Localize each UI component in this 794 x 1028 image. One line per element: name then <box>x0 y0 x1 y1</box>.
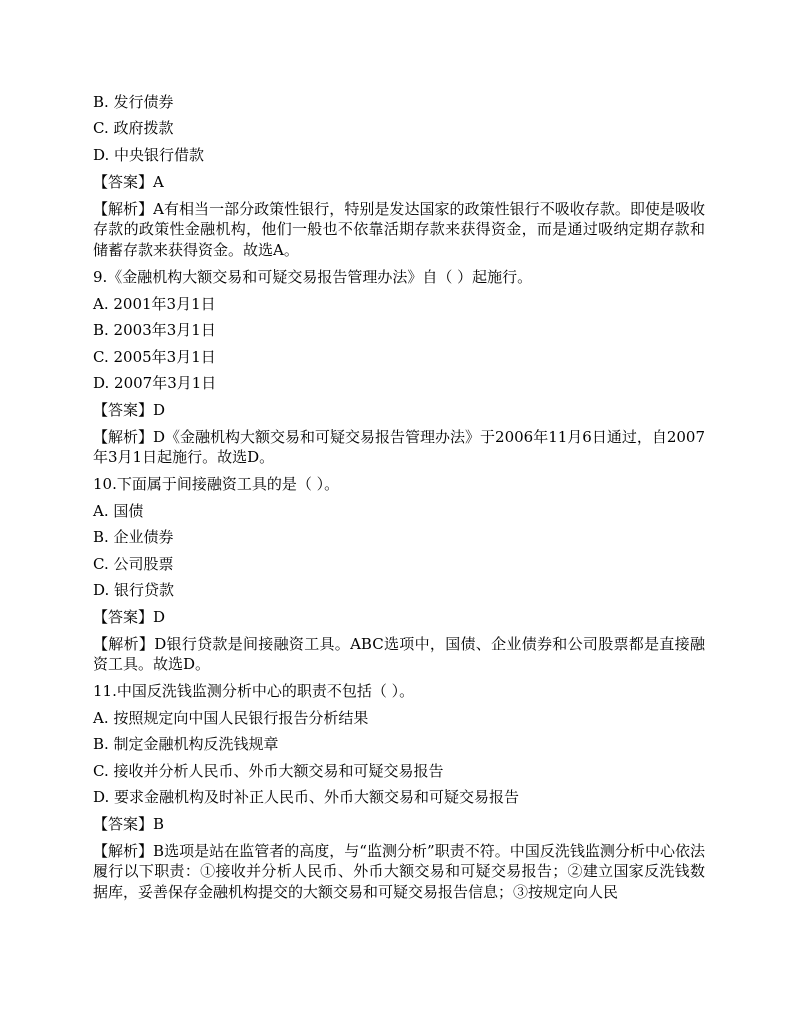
option-c: C. 公司股票 <box>93 555 174 573</box>
question-stem: 11.中国反洗钱监测分析中心的职责不包括（ ）。 <box>93 682 415 700</box>
option-b: B. 企业债券 <box>93 528 174 546</box>
answer-label: 【答案】B <box>93 815 165 833</box>
explanation-paragraph: 【解析】B选项是站在监管者的高度，与“监测分析”职责不符。中国反洗钱监测分析中心依法履行以下职责：①接收并分析人民币、外币大额交易和可疑交易报告；②建立国家反洗钱数据库，妥善保存金融机构提交的大额交易和可疑交易报告信息；③按规定向人民 <box>93 842 705 901</box>
explanation-paragraph: 【解析】A有相当一部分政策性银行，特别是发达国家的政策性银行不吸收存款。即使是吸收存款的政策性金融机构，他们一般也不依靠活期存款来获得资金，而是通过吸纳定期存款和储蓄存款来获得资金。故选A。 <box>93 200 705 259</box>
answer-label: 【答案】D <box>93 608 166 626</box>
question-stem: 9.《金融机构大额交易和可疑交易报告管理办法》自（ ）起施行。 <box>93 268 533 286</box>
option-c: C. 接收并分析人民币、外币大额交易和可疑交易报告 <box>93 762 444 780</box>
option-b: B. 2003年3月1日 <box>93 321 216 339</box>
question-stem: 10.下面属于间接融资工具的是（ ）。 <box>93 475 340 493</box>
answer-label: 【答案】A <box>93 173 164 191</box>
option-c: C. 2005年3月1日 <box>93 348 216 366</box>
option-a: A. 国债 <box>93 502 144 520</box>
option-d: D. 要求金融机构及时补正人民币、外币大额交易和可疑交易报告 <box>93 788 520 806</box>
option-b: B. 发行债券 <box>93 93 174 111</box>
option-a: A. 2001年3月1日 <box>93 295 216 313</box>
option-d: D. 银行贷款 <box>93 581 175 599</box>
option-d: D. 2007年3月1日 <box>93 374 217 392</box>
option-d: D. 中央银行借款 <box>93 146 205 164</box>
option-b: B. 制定金融机构反洗钱规章 <box>93 735 279 753</box>
option-c: C. 政府拨款 <box>93 119 174 137</box>
explanation-paragraph: 【解析】D银行贷款是间接融资工具。ABC选项中，国债、企业债券和公司股票都是直接融资工具。故选D。 <box>93 635 705 674</box>
explanation-paragraph: 【解析】D《金融机构大额交易和可疑交易报告管理办法》于2006年11月6日通过，自2007年3月1日起施行。故选D。 <box>93 428 706 467</box>
option-a: A. 按照规定向中国人民银行报告分析结果 <box>93 709 369 727</box>
answer-label: 【答案】D <box>93 401 166 419</box>
